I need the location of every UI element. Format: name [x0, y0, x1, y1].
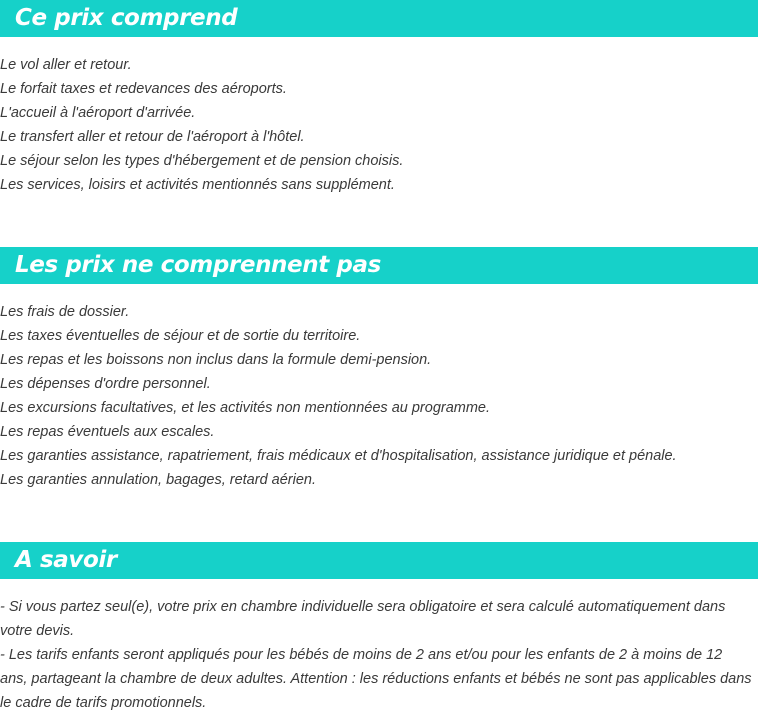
list-item: Les services, loisirs et activités mentionnés sans supplément. — [0, 177, 395, 193]
section-title-excludes: Les prix ne comprennent pas — [15, 252, 381, 278]
section-header-excludes — [0, 247, 758, 284]
list-item: Le séjour selon les types d'hébergement et de pension choisis. — [0, 153, 404, 169]
section-title-to-know: A savoir — [15, 547, 117, 573]
to-know-paragraph-single-traveler: - Si vous partez seul(e), votre prix en chambre individuelle sera obligatoire et sera calculé automatiquement dans votre devis. — [0, 599, 726, 639]
list-item: L'accueil à l'aéroport d'arrivée. — [0, 105, 196, 121]
list-item: Les taxes éventuelles de séjour et de sortie du territoire. — [0, 328, 361, 344]
list-item: Les excursions facultatives, et les activités non mentionnées au programme. — [0, 400, 491, 416]
list-item: Les repas éventuels aux escales. — [0, 424, 215, 440]
section-header-includes — [0, 0, 758, 37]
section-title-includes: Ce prix comprend — [15, 5, 238, 31]
section-header-to-know — [0, 542, 758, 579]
to-know-paragraph-child-rates: - Les tarifs enfants seront appliqués pour les bébés de moins de 2 ans et/ou pour les enfants de 2 à moins de 12 ans, partageant la chambre de deux adultes. Attention : les réductions enfants et bébés ne sont pas applicables dans le cadre de tarifs promotionnels. — [0, 647, 752, 711]
list-item: Le forfait taxes et redevances des aéroports. — [0, 81, 287, 97]
list-item: Les dépenses d'ordre personnel. — [0, 376, 211, 392]
list-item: Le vol aller et retour. — [0, 57, 132, 73]
list-item: Le transfert aller et retour de l'aéroport à l'hôtel. — [0, 129, 305, 145]
includes-list — [0, 53, 758, 197]
excludes-list — [0, 300, 758, 492]
list-item: Les repas et les boissons non inclus dans la formule demi-pension. — [0, 352, 432, 368]
list-item: Les garanties annulation, bagages, retard aérien. — [0, 472, 316, 488]
list-item: Les garanties assistance, rapatriement, frais médicaux et d'hospitalisation, assistance juridique et pénale. — [0, 448, 677, 464]
list-item: Les frais de dossier. — [0, 304, 130, 320]
